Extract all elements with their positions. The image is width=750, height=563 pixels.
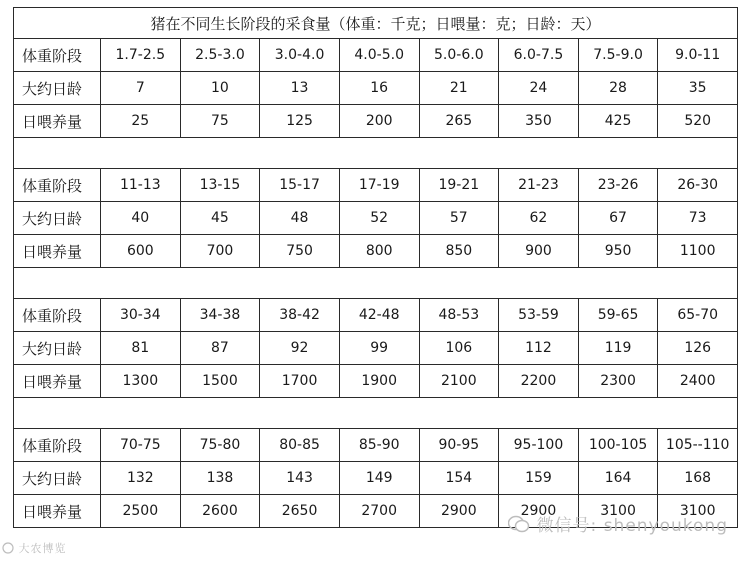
table-cell: 149: [339, 462, 419, 495]
table-cell: 425: [578, 105, 658, 138]
table-cell: 159: [499, 462, 579, 495]
group-separator-row: [14, 268, 738, 299]
table-cell: 106: [419, 332, 499, 365]
row-label: 日喂养量: [14, 105, 101, 138]
table-title: 猪在不同生长阶段的采食量（体重：千克；日喂量：克；日龄：天）: [14, 8, 738, 39]
table-cell: 2400: [658, 365, 738, 398]
table-cell: 138: [180, 462, 260, 495]
table-cell: 40: [101, 202, 181, 235]
table-cell: 19-21: [419, 169, 499, 202]
table-cell: 950: [578, 235, 658, 268]
table-cell: 105--110: [658, 429, 738, 462]
table-cell: 92: [260, 332, 340, 365]
table-cell: 3100: [658, 495, 738, 528]
table-cell: 13-15: [180, 169, 260, 202]
table-cell: 126: [658, 332, 738, 365]
table-cell: 2900: [499, 495, 579, 528]
table-cell: 750: [260, 235, 340, 268]
table-cell: 100-105: [578, 429, 658, 462]
table-cell: 164: [578, 462, 658, 495]
table-cell: 62: [499, 202, 579, 235]
approx-age-row: [14, 202, 738, 235]
table-cell: 26-30: [658, 169, 738, 202]
feed-intake-table: [13, 7, 738, 528]
row-label: 体重阶段: [14, 299, 101, 332]
wechat-watermark-text: 微信号: shenyoukong: [536, 516, 728, 536]
row-label: 大约日龄: [14, 462, 101, 495]
table-cell: 28: [578, 72, 658, 105]
weight-stage-row: [14, 39, 738, 72]
table-cell: 15-17: [260, 169, 340, 202]
row-label: 体重阶段: [14, 39, 101, 72]
group-separator-row: [14, 138, 738, 169]
weight-stage-row: [14, 429, 738, 462]
row-label: 大约日龄: [14, 332, 101, 365]
separator-cell: [14, 268, 738, 299]
table-cell: 48-53: [419, 299, 499, 332]
table-cell: 3.0-4.0: [260, 39, 340, 72]
wechat-watermark: [508, 511, 728, 538]
table-cell: 42-48: [339, 299, 419, 332]
table-cell: 3100: [578, 495, 658, 528]
table-cell: 1.7-2.5: [101, 39, 181, 72]
table-cell: 17-19: [339, 169, 419, 202]
approx-age-row: [14, 332, 738, 365]
source-watermark: [2, 540, 67, 557]
table-cell: 73: [658, 202, 738, 235]
table-cell: 800: [339, 235, 419, 268]
table-cell: 168: [658, 462, 738, 495]
table-cell: 75-80: [180, 429, 260, 462]
table-cell: 900: [499, 235, 579, 268]
table-cell: 200: [339, 105, 419, 138]
row-label: 体重阶段: [14, 429, 101, 462]
table-cell: 5.0-6.0: [419, 39, 499, 72]
table-cell: 21-23: [499, 169, 579, 202]
table-cell: 350: [499, 105, 579, 138]
group-separator-row: [14, 398, 738, 429]
row-label: 日喂养量: [14, 365, 101, 398]
table-cell: 112: [499, 332, 579, 365]
table-cell: 850: [419, 235, 499, 268]
table-cell: 4.0-5.0: [339, 39, 419, 72]
row-label: 日喂养量: [14, 235, 101, 268]
daily-feed-row: [14, 365, 738, 398]
table-cell: 600: [101, 235, 181, 268]
weight-stage-row: [14, 169, 738, 202]
table-cell: 87: [180, 332, 260, 365]
table-cell: 10: [180, 72, 260, 105]
table-cell: 700: [180, 235, 260, 268]
table-cell: 7: [101, 72, 181, 105]
approx-age-row: [14, 462, 738, 495]
separator-cell: [14, 138, 738, 169]
table-cell: 154: [419, 462, 499, 495]
table-cell: 59-65: [578, 299, 658, 332]
table-cell: 2300: [578, 365, 658, 398]
table-cell: 520: [658, 105, 738, 138]
table-cell: 1300: [101, 365, 181, 398]
table-cell: 1700: [260, 365, 340, 398]
source-logo-icon: [2, 542, 14, 557]
table-cell: 90-95: [419, 429, 499, 462]
row-label: 大约日龄: [14, 202, 101, 235]
table-cell: 265: [419, 105, 499, 138]
table-cell: 48: [260, 202, 340, 235]
source-watermark-text: 大农博览: [18, 542, 67, 555]
table-cell: 21: [419, 72, 499, 105]
table-cell: 23-26: [578, 169, 658, 202]
table-cell: 75: [180, 105, 260, 138]
table-cell: 38-42: [260, 299, 340, 332]
table-cell: 70-75: [101, 429, 181, 462]
table-cell: 132: [101, 462, 181, 495]
table-cell: 11-13: [101, 169, 181, 202]
separator-cell: [14, 398, 738, 429]
table-cell: 2650: [260, 495, 340, 528]
wechat-icon: [508, 515, 530, 538]
daily-feed-row: [14, 235, 738, 268]
table-cell: 9.0-11: [658, 39, 738, 72]
row-label: 大约日龄: [14, 72, 101, 105]
table-cell: 45: [180, 202, 260, 235]
table-cell: 2100: [419, 365, 499, 398]
table-cell: 7.5-9.0: [578, 39, 658, 72]
row-label: 体重阶段: [14, 169, 101, 202]
table-cell: 35: [658, 72, 738, 105]
table-cell: 2700: [339, 495, 419, 528]
table-cell: 1900: [339, 365, 419, 398]
table-cell: 1100: [658, 235, 738, 268]
table-cell: 25: [101, 105, 181, 138]
table-title-row: [14, 8, 738, 39]
daily-feed-row: [14, 105, 738, 138]
table-cell: 6.0-7.5: [499, 39, 579, 72]
table-cell: 81: [101, 332, 181, 365]
table-cell: 2.5-3.0: [180, 39, 260, 72]
table-cell: 143: [260, 462, 340, 495]
table-cell: 125: [260, 105, 340, 138]
weight-stage-row: [14, 299, 738, 332]
table-cell: 52: [339, 202, 419, 235]
table-cell: 53-59: [499, 299, 579, 332]
table-cell: 2900: [419, 495, 499, 528]
table-cell: 2600: [180, 495, 260, 528]
table-cell: 2200: [499, 365, 579, 398]
table-cell: 30-34: [101, 299, 181, 332]
table-cell: 99: [339, 332, 419, 365]
row-label: 日喂养量: [14, 495, 101, 528]
table-cell: 80-85: [260, 429, 340, 462]
table-cell: 57: [419, 202, 499, 235]
table-cell: 67: [578, 202, 658, 235]
table-cell: 2500: [101, 495, 181, 528]
table-cell: 24: [499, 72, 579, 105]
table-cell: 1500: [180, 365, 260, 398]
table-cell: 13: [260, 72, 340, 105]
table-cell: 85-90: [339, 429, 419, 462]
table-cell: 119: [578, 332, 658, 365]
table-cell: 65-70: [658, 299, 738, 332]
table-cell: 34-38: [180, 299, 260, 332]
table-cell: 16: [339, 72, 419, 105]
table-cell: 95-100: [499, 429, 579, 462]
approx-age-row: [14, 72, 738, 105]
